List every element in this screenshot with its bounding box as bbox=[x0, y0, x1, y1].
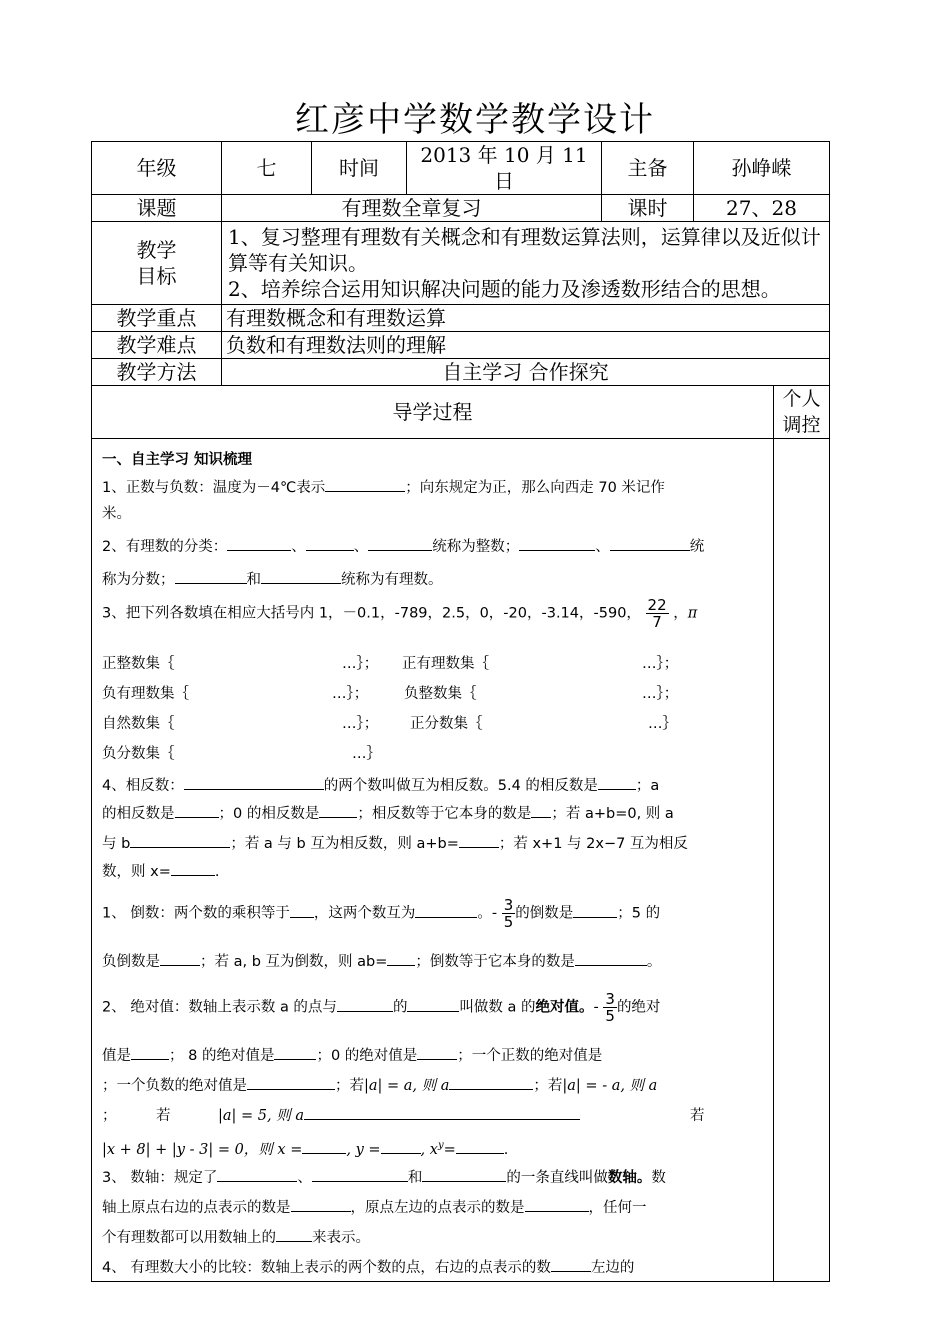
q4-line-4 bbox=[102, 859, 219, 885]
abs-line-1 bbox=[102, 991, 660, 1024]
blank bbox=[175, 803, 219, 818]
set-end: …｝； bbox=[342, 716, 379, 732]
set-end: …｝ bbox=[352, 746, 381, 762]
blank bbox=[325, 477, 405, 492]
blank bbox=[274, 1045, 316, 1060]
blank bbox=[422, 1167, 506, 1182]
q4-text-j: ；若 x+1 与 2x−7 互为相反 bbox=[498, 836, 688, 852]
numberline-line-2 bbox=[102, 1195, 647, 1221]
q2-line-2 bbox=[102, 567, 443, 593]
page-title: 红彦中学数学教学设计 bbox=[295, 100, 655, 140]
numberline-text-k: 来表示。 bbox=[312, 1230, 370, 1246]
blank bbox=[407, 997, 459, 1012]
q4-text-l: . bbox=[214, 864, 220, 880]
numberline-text-e: 数轴。 bbox=[607, 1170, 652, 1186]
lesson-plan-table bbox=[91, 141, 830, 1282]
q4-line-3 bbox=[102, 831, 688, 857]
abs-text-x: = bbox=[443, 1141, 456, 1158]
q2-text-f: 统称为有理数。 bbox=[341, 572, 443, 588]
blank bbox=[227, 536, 291, 551]
blank bbox=[598, 775, 636, 790]
blank bbox=[573, 903, 617, 918]
abs-text-c: 叫做数 a 的 bbox=[459, 999, 536, 1016]
blank bbox=[290, 903, 314, 918]
blank bbox=[302, 1139, 346, 1154]
blank bbox=[131, 1045, 169, 1060]
abs-line-3 bbox=[102, 1073, 657, 1099]
abs-text-u: , y = bbox=[346, 1141, 381, 1158]
q2-text-d: 称为分数； bbox=[102, 572, 175, 588]
blank bbox=[519, 536, 595, 551]
personal-control-column bbox=[774, 439, 830, 1282]
reciprocal-text-b: ，这两个数互为 bbox=[313, 905, 416, 922]
grade-label: 年级 bbox=[92, 142, 222, 195]
q4-text-c: ；a bbox=[635, 778, 660, 794]
goal-label-line-1: 教学 bbox=[136, 238, 177, 262]
reciprocal-text-a: 1、 倒数：两个数的乘积等于 bbox=[102, 905, 290, 922]
abs-line-2 bbox=[102, 1043, 602, 1069]
fraction-22-7 bbox=[646, 597, 669, 630]
set-end: …｝； bbox=[342, 656, 379, 672]
q4-text-b: 的两个数叫做互为相反数。5.4 的相反数是 bbox=[323, 778, 598, 794]
q2-text-a: 2、有理数的分类： bbox=[102, 539, 228, 555]
fraction-3-5 bbox=[603, 991, 617, 1024]
numberline-line-3 bbox=[102, 1225, 370, 1251]
blank bbox=[456, 1139, 504, 1154]
reciprocal-line-2 bbox=[102, 949, 661, 975]
abs-text-g: 值是 bbox=[102, 1048, 131, 1064]
blank bbox=[160, 951, 200, 966]
lead-value: 孙峥嵘 bbox=[694, 142, 830, 195]
abs-text-l: ；若 bbox=[335, 1078, 364, 1094]
method-label: 教学方法 bbox=[92, 359, 222, 386]
q1-line-1 bbox=[102, 475, 665, 501]
blank bbox=[130, 833, 230, 848]
numberline-line-1 bbox=[102, 1165, 666, 1191]
blank bbox=[337, 997, 393, 1012]
blank bbox=[291, 1197, 351, 1212]
q4-text-i: ；若 a 与 b 互为相反数，则 a+b= bbox=[230, 836, 459, 852]
hours-label: 课时 bbox=[602, 195, 694, 222]
abs-text-a: 2、 绝对值：数轴上表示数 a 的点与 bbox=[102, 999, 337, 1016]
goal-item-2: 2、培养综合运用知识解决问题的能力及渗透数形结合的思想。 bbox=[228, 277, 781, 301]
lead-label: 主备 bbox=[602, 142, 694, 195]
numberline-text-i: ，任何一 bbox=[588, 1200, 647, 1216]
abs-text-t: |x + 8| + |y - 3| = 0，则 x = bbox=[102, 1141, 303, 1158]
blank bbox=[415, 903, 477, 918]
blank bbox=[217, 1167, 297, 1182]
time-value: 2013 年 10 月 11 日 bbox=[407, 142, 602, 195]
q4-text-e: ；0 的相反数是 bbox=[218, 806, 320, 822]
blank bbox=[387, 951, 415, 966]
abs-line-4-formula bbox=[218, 1103, 580, 1129]
goal-item-1: 1、复习整理有理数有关概念和有理数运算法则，运算律以及近似计算等有关知识。 bbox=[228, 225, 821, 275]
abs-text-v: , x bbox=[420, 1141, 438, 1158]
reciprocal-text-g: ；若 a, b 互为倒数，则 ab= bbox=[200, 954, 388, 970]
hours-value: 27、28 bbox=[694, 195, 830, 222]
numberline-text-a: 3、 数轴：规定了 bbox=[102, 1170, 218, 1186]
blank bbox=[551, 1257, 591, 1272]
abs-text-f: 的绝对 bbox=[616, 999, 661, 1016]
blank bbox=[610, 536, 690, 551]
difficulty-value: 负数和有理数法则的理解 bbox=[222, 332, 830, 359]
q1-text-a: 1、正数与负数：温度为－4℃表示 bbox=[102, 480, 326, 496]
set-negative-fraction: 负分数集｛ bbox=[102, 746, 175, 762]
blank bbox=[171, 861, 215, 876]
blank bbox=[247, 1075, 335, 1090]
topic-label: 课题 bbox=[92, 195, 222, 222]
goal-label bbox=[92, 222, 222, 305]
blank bbox=[276, 1227, 312, 1242]
blank bbox=[312, 1167, 408, 1182]
blank bbox=[175, 569, 247, 584]
blank bbox=[368, 536, 432, 551]
numberline-text-b: 、 bbox=[297, 1170, 312, 1186]
blank bbox=[306, 536, 354, 551]
set-natural: 自然数集｛ bbox=[102, 716, 175, 732]
abs-line-5 bbox=[102, 1133, 508, 1163]
blank bbox=[261, 569, 341, 584]
numberline-text-d: 的一条直线叫做 bbox=[506, 1170, 608, 1186]
fraction-denominator: 7 bbox=[652, 613, 662, 631]
q4-text-f: ；相反数等于它本身的数是 bbox=[357, 806, 532, 822]
goal-value bbox=[222, 222, 830, 305]
q3-line: 3、把下列各数填在相应大括号内 1，－0.1，-789，2.5，0，-20，-3.14，-590， $\frac{22}{7}$ ，π bbox=[102, 596, 698, 631]
abs-text-o: |a| = - a, 则 a bbox=[562, 1078, 658, 1094]
blank bbox=[531, 803, 551, 818]
abs-text-j: ；一个正数的绝对值是 bbox=[457, 1048, 603, 1064]
abs-text-w: y bbox=[437, 1140, 444, 1151]
q4-line-1 bbox=[102, 773, 659, 799]
q4-text-h: 与 b bbox=[102, 836, 131, 852]
focus-label: 教学重点 bbox=[92, 305, 222, 332]
abs-text-q: 若 bbox=[156, 1108, 171, 1124]
personal-label: 个人调控 bbox=[774, 386, 830, 439]
abs-text-p: ； bbox=[102, 1108, 117, 1124]
q4-text-k: 数，则 x= bbox=[102, 864, 171, 880]
reciprocal-text-i: 。 bbox=[646, 954, 662, 970]
set-negative-integer: 负整数集｛ bbox=[404, 686, 477, 702]
q2-text-e: 和 bbox=[246, 572, 261, 588]
abs-text-e: - bbox=[593, 999, 599, 1016]
reciprocal-text-e: ；5 的 bbox=[617, 905, 661, 922]
abs-text-b: 的 bbox=[392, 999, 408, 1016]
fraction-numerator: 3 bbox=[503, 896, 514, 914]
q4-text-a: 4、相反数： bbox=[102, 778, 184, 794]
fraction-denominator: 5 bbox=[503, 913, 514, 931]
blank bbox=[319, 803, 357, 818]
goal-label-line-2: 目标 bbox=[136, 264, 177, 288]
abs-line-4 bbox=[102, 1103, 117, 1129]
q1-line-2: 米。 bbox=[102, 506, 131, 522]
set-end: …｝ bbox=[648, 716, 677, 732]
blank bbox=[417, 1045, 457, 1060]
abs-text-n: ；若 bbox=[533, 1078, 563, 1094]
compare-text-b: 左边的 bbox=[590, 1260, 635, 1276]
blank bbox=[304, 1105, 580, 1120]
q2-line-1: 2、有理数的分类： 、 、 统称为整数； 、 统 bbox=[102, 534, 704, 560]
numberline-text-c: 和 bbox=[407, 1170, 423, 1186]
set-end: …｝； bbox=[642, 656, 679, 672]
q2-text-c: 统 bbox=[689, 539, 705, 555]
fraction-denominator: 5 bbox=[605, 1007, 615, 1025]
blank bbox=[525, 1197, 589, 1212]
abs-text-s: 若 bbox=[690, 1108, 705, 1124]
guided-process-content bbox=[92, 439, 774, 1282]
compare-line bbox=[102, 1255, 634, 1281]
q4-text-d: 的相反数是 bbox=[102, 806, 175, 822]
reciprocal-text-c: 。- bbox=[477, 905, 498, 922]
q1-text-b: ；向东规定为正，那么向西走 70 米记作 bbox=[405, 480, 665, 496]
set-negative-rational: 负有理数集｛ bbox=[102, 686, 189, 702]
numberline-text-f: 数 bbox=[651, 1170, 666, 1186]
grade-value: 七 bbox=[222, 142, 312, 195]
blank bbox=[459, 833, 499, 848]
set-positive-integer: 正整数集｛ bbox=[102, 656, 175, 672]
abs-text-d: 绝对值。 bbox=[535, 999, 594, 1016]
fraction-numerator: 3 bbox=[605, 990, 615, 1008]
section-heading: 一、自主学习 知识梳理 bbox=[102, 452, 253, 468]
q3-text: 3、把下列各数填在相应大括号内 1，－0.1，-789，2.5，0，-20，-3.14，-590， bbox=[102, 605, 641, 622]
numberline-text-j: 个有理数都可以用数轴上的 bbox=[102, 1230, 276, 1246]
reciprocal-line-1 bbox=[102, 897, 660, 930]
set-end: …｝； bbox=[642, 686, 679, 702]
reciprocal-text-h: ；倒数等于它本身的数是 bbox=[415, 954, 575, 970]
blank bbox=[381, 1139, 421, 1154]
q4-text-g: ；若 a+b=0, 则 a bbox=[551, 806, 674, 822]
set-positive-fraction: 正分数集｛ bbox=[410, 716, 483, 732]
pi-symbol: π bbox=[687, 605, 698, 622]
fraction-numerator: 22 bbox=[647, 596, 667, 614]
abs-text-k: ；一个负数的绝对值是 bbox=[102, 1078, 247, 1094]
numberline-text-g: 轴上原点右边的点表示的数是 bbox=[102, 1200, 291, 1216]
fraction-3-5 bbox=[502, 897, 516, 930]
set-end: …｝； bbox=[332, 686, 369, 702]
blank bbox=[449, 1075, 533, 1090]
set-row-1 bbox=[102, 651, 175, 677]
method-value: 自主学习 合作探究 bbox=[222, 359, 830, 386]
topic-value: 有理数全章复习 bbox=[222, 195, 602, 222]
reciprocal-text-f: 负倒数是 bbox=[102, 954, 160, 970]
compare-text-a: 4、 有理数大小的比较：数轴上表示的两个数的点，右边的点表示的数 bbox=[102, 1260, 551, 1276]
set-positive-rational: 正有理数集｛ bbox=[402, 656, 489, 672]
abs-text-h: ； 8 的绝对值是 bbox=[169, 1048, 275, 1064]
process-label: 导学过程 bbox=[92, 386, 774, 439]
abs-text-m: |a| = a, 则 a bbox=[364, 1078, 450, 1094]
abs-text-r: |a| = 5, 则 a bbox=[218, 1108, 304, 1124]
q2-text-b: 统称为整数； bbox=[432, 539, 520, 555]
blank bbox=[575, 951, 647, 966]
focus-value: 有理数概念和有理数运算 bbox=[222, 305, 830, 332]
abs-text-i: ；0 的绝对值是 bbox=[316, 1048, 418, 1064]
abs-text-y: . bbox=[503, 1141, 509, 1158]
numberline-text-h: ，原点左边的点表示的数是 bbox=[350, 1200, 525, 1216]
time-label: 时间 bbox=[312, 142, 407, 195]
difficulty-label: 教学难点 bbox=[92, 332, 222, 359]
q4-line-2 bbox=[102, 801, 674, 827]
blank bbox=[184, 775, 324, 790]
reciprocal-text-d: 的倒数是 bbox=[515, 905, 574, 922]
